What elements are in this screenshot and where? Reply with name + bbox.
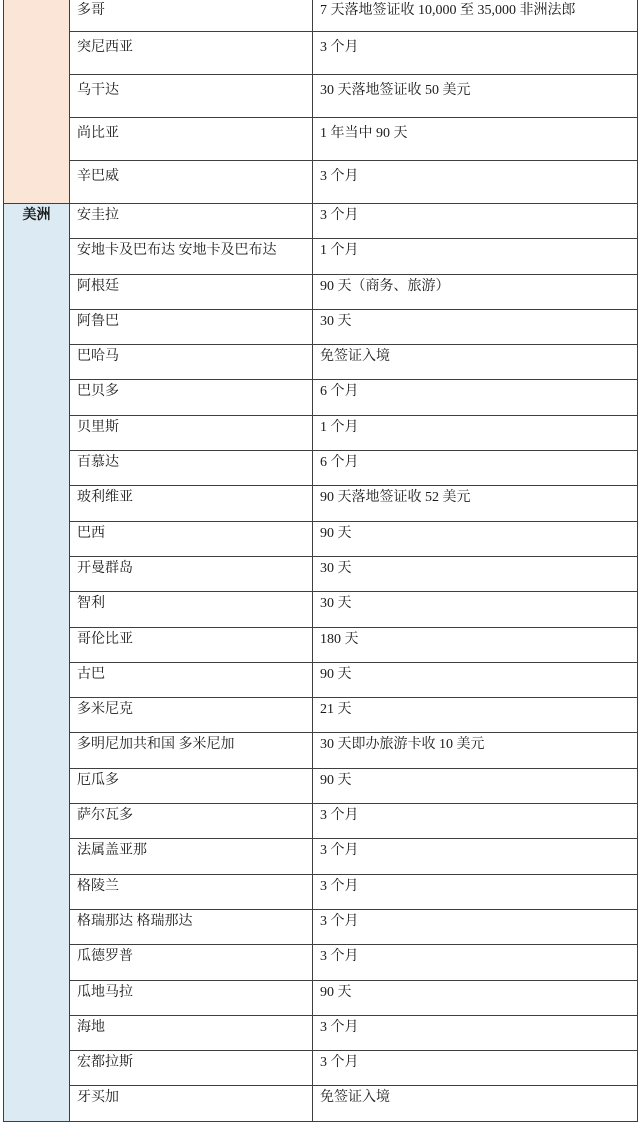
country-cell: 阿鲁巴	[70, 309, 313, 344]
visa-condition-cell: 180 天	[313, 627, 638, 662]
table-row	[4, 945, 638, 980]
table-row	[4, 118, 638, 161]
visa-condition-cell: 3 个月	[313, 1015, 638, 1050]
country-cell: 尚比亚	[70, 118, 313, 161]
table-row	[4, 486, 638, 521]
country-cell: 格瑞那达 格瑞那达	[70, 909, 313, 944]
table-row	[4, 733, 638, 768]
country-cell: 法属盖亚那	[70, 839, 313, 874]
country-cell: 乌干达	[70, 75, 313, 118]
visa-condition-cell: 3 个月	[313, 839, 638, 874]
visa-condition-cell: 3 个月	[313, 161, 638, 204]
country-cell: 牙买加	[70, 1086, 313, 1121]
visa-condition-cell: 免签证入境	[313, 345, 638, 380]
table-row	[4, 1086, 638, 1121]
table-row	[4, 75, 638, 118]
visa-condition-cell: 3 个月	[313, 1051, 638, 1086]
visa-condition-cell: 免签证入境	[313, 1086, 638, 1121]
visa-condition-cell: 3 个月	[313, 804, 638, 839]
country-cell: 突尼西亚	[70, 32, 313, 75]
table-row	[4, 204, 638, 239]
visa-condition-cell: 6 个月	[313, 451, 638, 486]
visa-condition-cell: 30 天	[313, 309, 638, 344]
visa-condition-cell: 90 天	[313, 662, 638, 697]
table-row	[4, 662, 638, 697]
visa-condition-cell: 3 个月	[313, 945, 638, 980]
country-cell: 辛巴威	[70, 161, 313, 204]
visa-condition-cell: 1 个月	[313, 415, 638, 450]
country-cell: 格陵兰	[70, 874, 313, 909]
visa-table-body	[4, 0, 638, 1121]
table-row	[4, 592, 638, 627]
table-row	[4, 161, 638, 204]
visa-condition-cell: 21 天	[313, 698, 638, 733]
country-cell: 巴贝多	[70, 380, 313, 415]
visa-condition-cell: 90 天	[313, 521, 638, 556]
country-cell: 巴西	[70, 521, 313, 556]
visa-condition-cell: 30 天	[313, 556, 638, 591]
country-cell: 古巴	[70, 662, 313, 697]
visa-condition-cell: 1 个月	[313, 239, 638, 274]
visa-condition-cell: 3 个月	[313, 909, 638, 944]
table-row	[4, 839, 638, 874]
table-row	[4, 980, 638, 1015]
country-cell: 开曼群岛	[70, 556, 313, 591]
table-row	[4, 309, 638, 344]
visa-condition-cell: 30 天落地签证收 50 美元	[313, 75, 638, 118]
country-cell: 多哥	[70, 0, 313, 32]
region-cell-top	[4, 0, 70, 204]
country-cell: 阿根廷	[70, 274, 313, 309]
country-cell: 厄瓜多	[70, 768, 313, 803]
visa-condition-cell: 6 个月	[313, 380, 638, 415]
table-row	[4, 1015, 638, 1050]
country-cell: 智利	[70, 592, 313, 627]
visa-condition-cell: 3 个月	[313, 32, 638, 75]
visa-condition-cell: 30 天即办旅游卡收 10 美元	[313, 733, 638, 768]
country-cell: 贝里斯	[70, 415, 313, 450]
table-row	[4, 874, 638, 909]
visa-table	[3, 0, 638, 1122]
table-row	[4, 32, 638, 75]
country-cell: 安地卡及巴布达 安地卡及巴布达	[70, 239, 313, 274]
table-row	[4, 451, 638, 486]
table-row	[4, 345, 638, 380]
table-row	[4, 0, 638, 32]
country-cell: 多米尼克	[70, 698, 313, 733]
visa-condition-cell: 90 天落地签证收 52 美元	[313, 486, 638, 521]
visa-condition-cell: 3 个月	[313, 204, 638, 239]
country-cell: 海地	[70, 1015, 313, 1050]
visa-condition-cell: 1 年当中 90 天	[313, 118, 638, 161]
visa-condition-cell: 90 天（商务、旅游）	[313, 274, 638, 309]
country-cell: 宏都拉斯	[70, 1051, 313, 1086]
table-row	[4, 415, 638, 450]
country-cell: 玻利维亚	[70, 486, 313, 521]
country-cell: 萨尔瓦多	[70, 804, 313, 839]
table-row	[4, 627, 638, 662]
table-row	[4, 768, 638, 803]
table-row	[4, 380, 638, 415]
region-cell-americas: 美洲	[4, 204, 70, 1122]
table-row	[4, 909, 638, 944]
country-cell: 巴哈马	[70, 345, 313, 380]
country-cell: 多明尼加共和国 多米尼加	[70, 733, 313, 768]
country-cell: 瓜地马拉	[70, 980, 313, 1015]
visa-condition-cell: 3 个月	[313, 874, 638, 909]
table-row	[4, 521, 638, 556]
visa-condition-cell: 90 天	[313, 768, 638, 803]
table-row	[4, 556, 638, 591]
country-cell: 安圭拉	[70, 204, 313, 239]
country-cell: 哥伦比亚	[70, 627, 313, 662]
country-cell: 百慕达	[70, 451, 313, 486]
visa-condition-cell: 7 天落地签证收 10,000 至 35,000 非洲法郎	[313, 0, 638, 32]
table-row	[4, 274, 638, 309]
table-row	[4, 804, 638, 839]
visa-condition-cell: 90 天	[313, 980, 638, 1015]
table-row	[4, 698, 638, 733]
country-cell: 瓜德罗普	[70, 945, 313, 980]
visa-condition-cell: 30 天	[313, 592, 638, 627]
table-row	[4, 1051, 638, 1086]
table-row	[4, 239, 638, 274]
